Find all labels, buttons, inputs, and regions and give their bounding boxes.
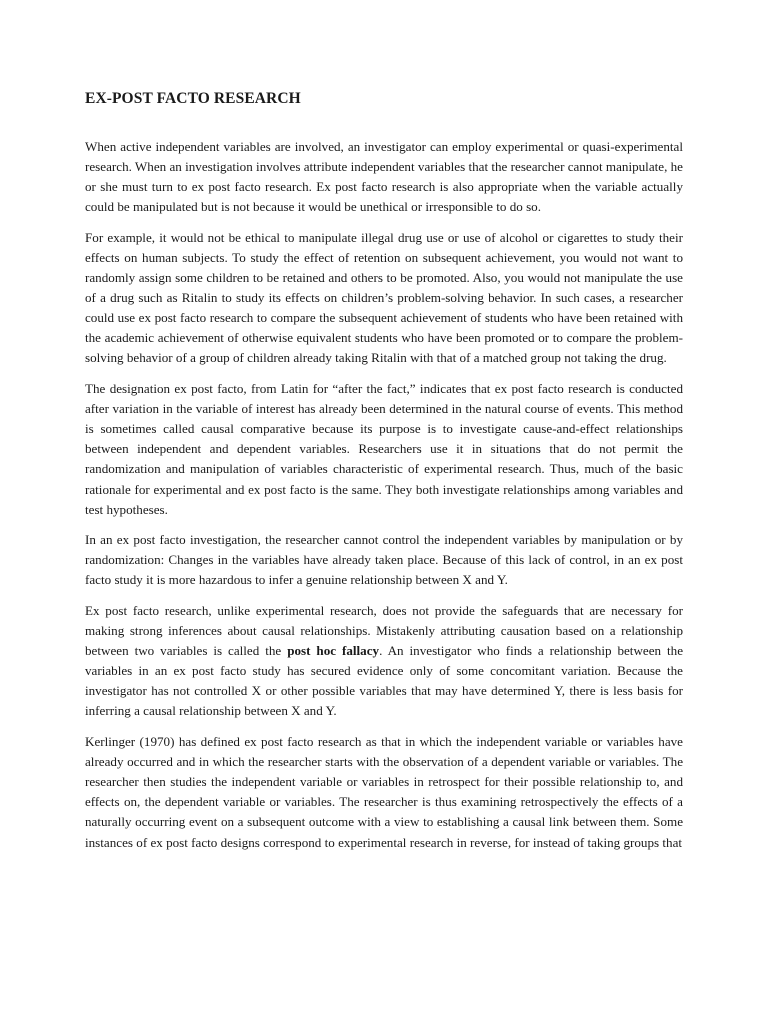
post-hoc-fallacy-term: post hoc fallacy	[287, 643, 380, 659]
document-title: EX-POST FACTO RESEARCH	[85, 90, 301, 107]
paragraph-5	[85, 601, 683, 722]
document-body	[85, 90, 683, 863]
paragraph-5-text-before: Ex post facto research, unlike experimental research, does not provide the safeguards that are necessary for making strong inferences about causal relationships. Mistakenly attributing causation based on a relationship between two variables is called the	[85, 602, 683, 659]
paragraph-6: Kerlinger (1970) has defined ex post facto research as that in which the independent variable or variables have already occurred and in which the researcher starts with the observation of a dependent variable or variables. The researcher then studies the independent variable or variables in retrospect for their possible relationship to, and effects on, the dependent variable or variables. The researcher is thus examining retrospectively the effects of a naturally occurring event on a subsequent outcome with a view to establishing a causal link between them. Some instances of ex post facto designs correspond to experimental research in reverse, for instead of taking groups that	[85, 734, 683, 850]
paragraph-4: In an ex post facto investigation, the researcher cannot control the independent variables by manipulation or by randomization: Changes in the variables have already taken place. Because of this lack of control, in an ex post facto study it is more hazardous to infer a genuine relationship between X and Y.	[85, 532, 683, 588]
paragraph-5-text-after: . An investigator who finds a relationship between the variables in an ex post facto study has secured evidence only of some concomitant variation. Because the investigator has not controlled X or other possible variables that may have determined Y, there is less basis for inferring a causal relationship between X and Y.	[85, 643, 684, 719]
paragraph-2: For example, it would not be ethical to manipulate illegal drug use or use of alcohol or cigarettes to study their effects on human subjects. To study the effect of retention on subsequent achievement, you would not want to randomly assign some children to be retained and others to be promoted. Also, you would not manipulate the use of a drug such as Ritalin to study its effects on children’s problem-solving behavior. In such cases, a researcher could use ex post facto research to compare the subsequent achievement of students who have been retained with the academic achievement of otherwise equivalent students who have been promoted or to compare the problem-solving behavior of a group of children already taking Ritalin with that of a matched group not taking the drug.	[85, 229, 683, 366]
paragraph-1: When active independent variables are involved, an investigator can employ experimental or quasi-experimental research. When an investigation involves attribute independent variables that the researcher cannot manipulate, he or she must turn to ex post facto research. Ex post facto research is also appropriate when the variable actually could be manipulated but is not because it would be unethical or irresponsible to do so.	[85, 139, 683, 215]
paragraph-3: The designation ex post facto, from Latin for “after the fact,” indicates that ex post facto research is conducted after variation in the variable of interest has already been determined in the natural course of events. This method is sometimes called causal comparative because its purpose is to investigate cause-and-effect relationships between independent and dependent variables. Researchers use it in situations that do not permit the randomization and manipulation of variables characteristic of experimental research. Thus, much of the basic rationale for experimental and ex post facto is the same. They both investigate relationships among variables and test hypotheses.	[85, 381, 683, 517]
